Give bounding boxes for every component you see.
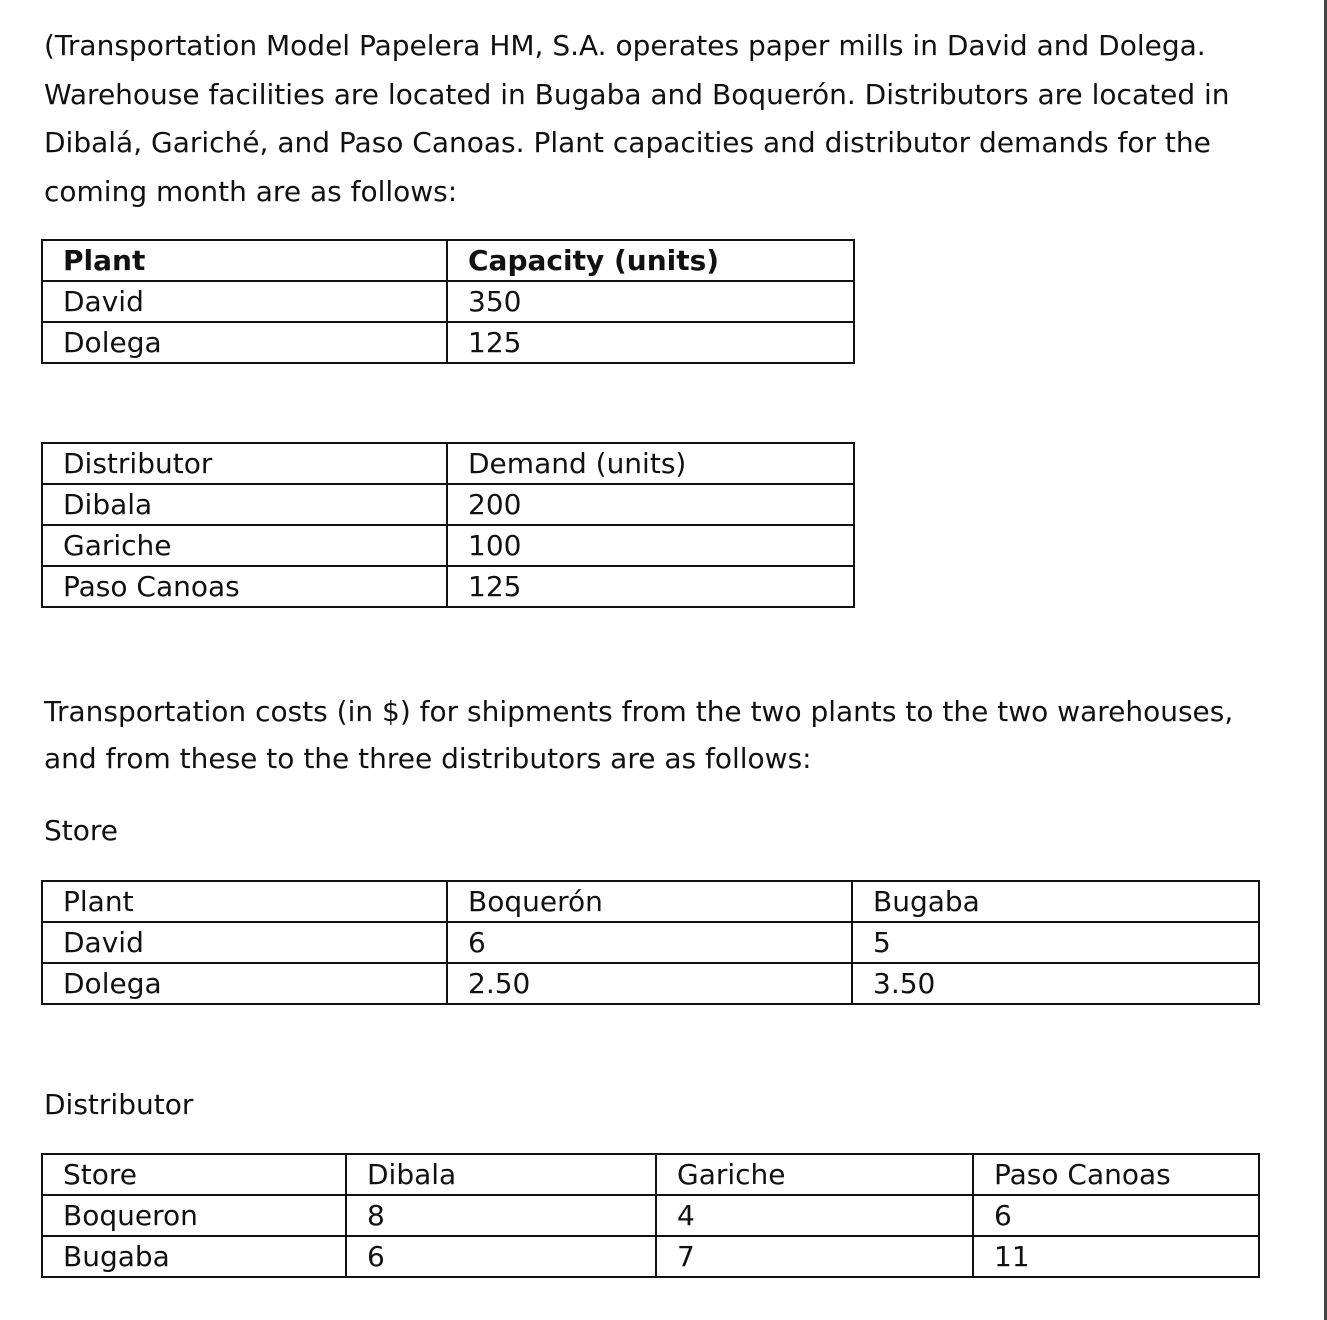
header-cell: Store: [42, 1154, 346, 1195]
store-section-label: Store: [44, 814, 119, 847]
table-cell: 6: [447, 922, 852, 963]
table-cell: 125: [447, 566, 854, 607]
table-cell: 7: [656, 1236, 973, 1277]
table-cell: 5: [852, 922, 1259, 963]
header-cell: Demand (units): [447, 443, 854, 484]
table-row: [42, 963, 1259, 1004]
table-cell: 100: [447, 525, 854, 566]
header-cell: Gariche: [656, 1154, 973, 1195]
costs-paragraph: Transportation costs (in $) for shipments from the two plants to the two warehouses, and from these to the three distributors are as follows:: [44, 695, 1234, 775]
table-cell: Dolega: [42, 322, 447, 363]
table-header-row: [42, 240, 854, 281]
table-cell: 125: [447, 322, 854, 363]
table-cell: 6: [346, 1236, 656, 1277]
table-cell: 6: [973, 1195, 1259, 1236]
header-cell: Paso Canoas: [973, 1154, 1259, 1195]
table-cell: 3.50: [852, 963, 1259, 1004]
table-row: [42, 922, 1259, 963]
table-header-row: [42, 443, 854, 484]
table-cell: 4: [656, 1195, 973, 1236]
distributor-demand-table: [41, 442, 855, 608]
table-row: [42, 281, 854, 322]
table-header-row: [42, 1154, 1259, 1195]
store-to-distributor-cost-table: [41, 1153, 1260, 1278]
table-cell: Bugaba: [42, 1236, 346, 1277]
table-cell: David: [42, 922, 447, 963]
header-cell: Capacity (units): [447, 240, 854, 281]
table-cell: Dibala: [42, 484, 447, 525]
table-row: [42, 525, 854, 566]
plant-capacity-table: [41, 239, 855, 364]
table-row: [42, 1236, 1259, 1277]
header-cell: Plant: [42, 881, 447, 922]
header-cell: Plant: [42, 240, 447, 281]
table-cell: 8: [346, 1195, 656, 1236]
table-cell: Gariche: [42, 525, 447, 566]
table-cell: Dolega: [42, 963, 447, 1004]
header-cell: Bugaba: [852, 881, 1259, 922]
plant-to-store-cost-table: [41, 880, 1260, 1005]
table-cell: Paso Canoas: [42, 566, 447, 607]
table-header-row: [42, 881, 1259, 922]
table-cell: 200: [447, 484, 854, 525]
table-cell: 11: [973, 1236, 1259, 1277]
header-cell: Boquerón: [447, 881, 852, 922]
table-row: [42, 322, 854, 363]
table-row: [42, 566, 854, 607]
table-cell: 2.50: [447, 963, 852, 1004]
header-cell: Distributor: [42, 443, 447, 484]
table-row: [42, 1195, 1259, 1236]
table-cell: Boqueron: [42, 1195, 346, 1236]
table-cell: David: [42, 281, 447, 322]
table-row: [42, 484, 854, 525]
header-cell: Dibala: [346, 1154, 656, 1195]
intro-paragraph: (Transportation Model Papelera HM, S.A. operates paper mills in David and Dolega. Warehouse facilities are located in Bugaba and Boquerón. Distributors are located in Dibalá, Gariché, and Paso Canoas. Plant capacities and distributor demands for the coming month are as follows:: [44, 29, 1230, 208]
distributor-section-label: Distributor: [44, 1088, 194, 1121]
table-cell: 350: [447, 281, 854, 322]
